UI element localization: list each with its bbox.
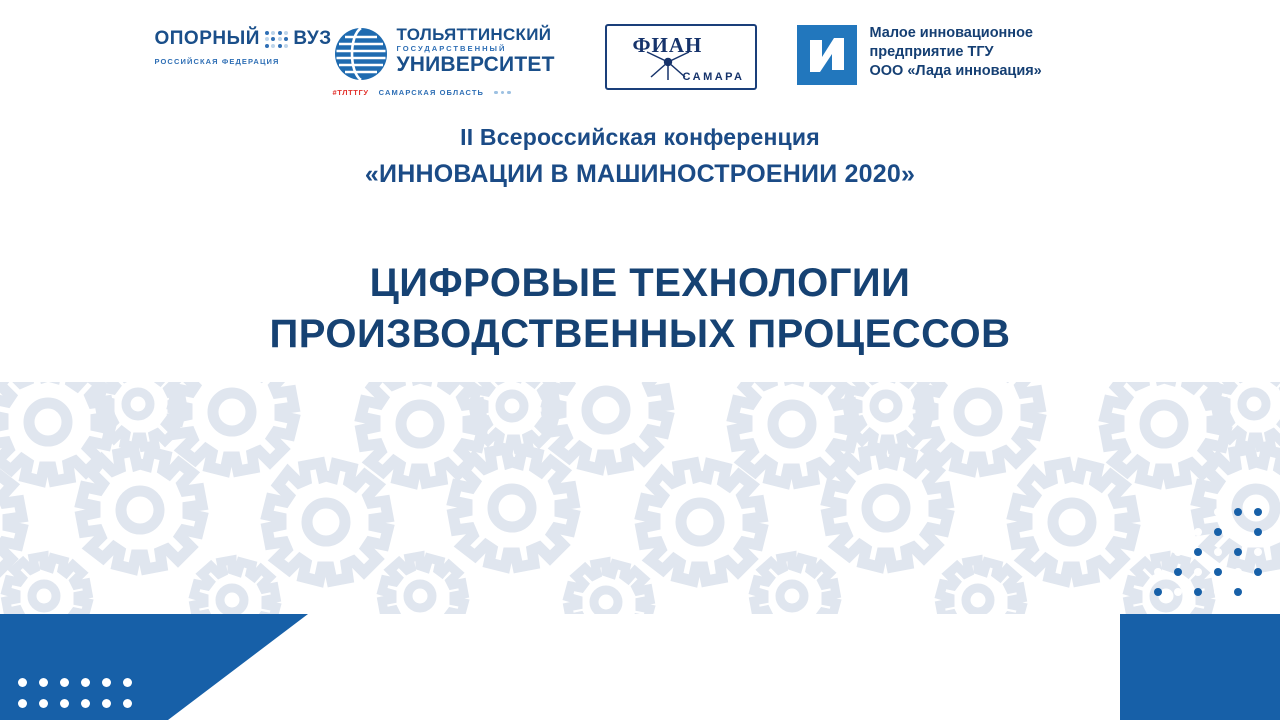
logo-tgu <box>325 22 583 97</box>
slide-title-line2: ПРОИЗВОДСТВЕННЫХ ПРОЦЕССОВ <box>269 312 1011 357</box>
logo-oporny-subtitle: РОССИЙСКАЯ ФЕДЕРАЦИЯ <box>154 57 280 66</box>
logo-lada-line3: ООО «Лада инновация» <box>869 63 1042 80</box>
logo-lada-line1: Малое инновационное <box>869 25 1033 41</box>
logo-lada-line2: предприятие ТГУ <box>869 44 994 61</box>
conference-heading <box>0 124 1280 189</box>
dot-grid-icon <box>265 31 289 48</box>
logo-fian-word: ФИАН <box>632 33 703 57</box>
logo-fian-samara <box>583 22 760 90</box>
dot-row-icon <box>494 91 511 95</box>
logo-tgu-region: САМАРСКАЯ ОБЛАСТЬ <box>378 88 485 97</box>
logo-bar <box>0 22 1280 108</box>
conference-line2: «ИННОВАЦИИ В МАШИНОСТРОЕНИИ 2020» <box>364 160 916 188</box>
footer-white-wedge <box>138 614 1280 720</box>
conference-line1: II Всероссийская конференция <box>460 124 820 150</box>
logo-tgu-hashtag: #ТЛТТГУ <box>332 88 369 97</box>
logo-tgu-line1: ТОЛЬЯТТИНСКИЙ <box>396 25 552 44</box>
logo-tgu-line2: ГОСУДАРСТВЕННЫЙ <box>396 43 507 53</box>
logo-tgu-line3: УНИВЕРСИТЕТ <box>396 52 555 76</box>
footer-right-block <box>1120 614 1280 720</box>
footer-band <box>0 614 1280 720</box>
logo-oporny-word-right: ВУЗ <box>293 28 332 49</box>
logo-lada-innovation <box>760 22 1126 86</box>
tgu-globe-icon <box>333 26 389 82</box>
slide-title <box>0 258 1280 360</box>
slide-title-line1: ЦИФРОВЫЕ ТЕХНОЛОГИИ <box>369 261 911 305</box>
logo-oporny-word-left: ОПОРНЫЙ <box>154 28 260 49</box>
logo-oporny-vuz <box>154 22 332 66</box>
lada-emblem-icon <box>796 24 858 86</box>
dot-grid-right-icon <box>1154 508 1262 596</box>
footer-dot-grid-left-icon <box>18 678 132 708</box>
gear-pattern-decoration <box>0 382 1280 622</box>
logo-fian-city: САМАРА <box>682 71 745 83</box>
